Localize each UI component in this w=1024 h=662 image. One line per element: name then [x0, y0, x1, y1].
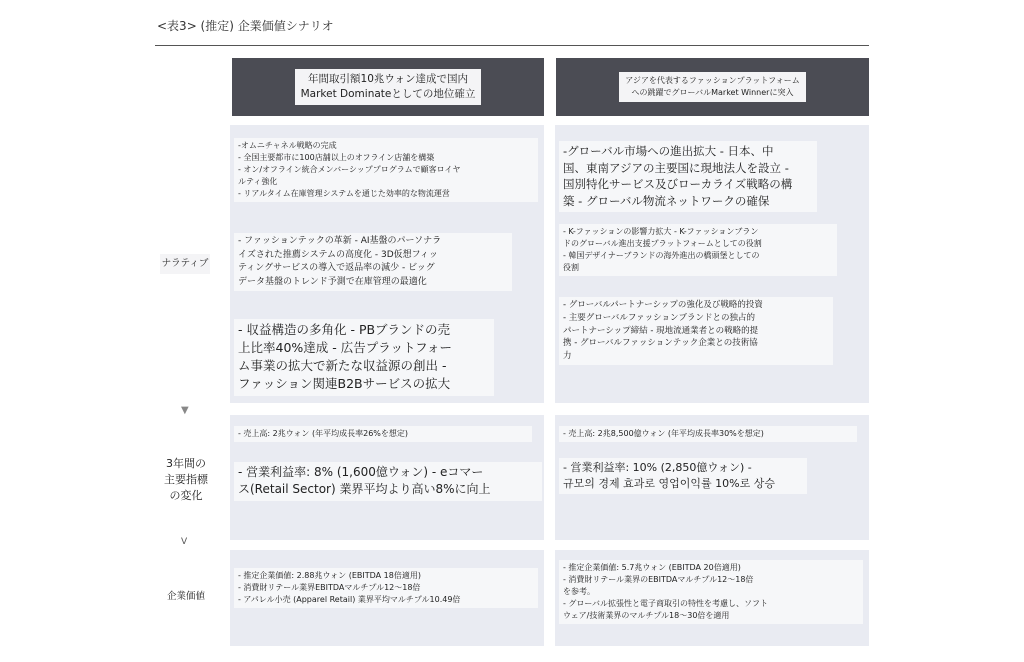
narrative-global-block-3: - グローバルパートナーシップの強化及び戦略的投資 - 主要グローバルファッションブランドとの独占的 パートナーシップ締結 - 現地流通業者との戦略的提 携 - グローバルファッションテック企業との技術協 力 — [559, 297, 833, 365]
title-divider — [155, 45, 869, 46]
narrative-panel-domestic — [230, 125, 544, 403]
down-chevron-icon: V — [181, 537, 188, 547]
column-header-domestic-label: 年間取引額10兆ウォン達成で国内 Market Dominateとしての地位確立 — [295, 69, 482, 105]
value-panel-domestic — [230, 550, 544, 646]
table-title: <表3> (推定) 企業価値シナリオ — [157, 19, 334, 33]
narrative-global-block-1: -グローバル市場への進出拡大 - 日本、中 国、東南アジアの主要国に現地法人を設立 - 国別特化サービス及びローカライズ戦略の構 築 - グローバル物流ネットワークの確保 — [559, 141, 817, 212]
column-header-domestic — [232, 58, 544, 116]
value-panel-global — [555, 550, 869, 646]
narrative-panel-global — [555, 125, 869, 403]
row-label-value: 企業価値 — [166, 591, 205, 602]
column-header-global — [556, 58, 869, 116]
kpi-panel-domestic — [230, 415, 544, 540]
value-domestic-text: - 推定企業価値: 2.88兆ウォン (EBITDA 18倍適用) - 消費財リテール業界EBITDAマルチプル12～18倍 - アパレル小売 (Apparel Retail) 業界平均マルチプル10.49倍 — [234, 568, 538, 608]
narrative-domestic-block-2: - ファッションテックの革新 - AI基盤のパーソナラ イズされた推薦システムの高度化 - 3D仮想フィッ ティングサービスの導入で返品率の減少 - ビッグ データ基盤のトレンド予測で在庫管理の最適化 — [234, 233, 512, 291]
narrative-global-block-2: - K-ファッションの影響力拡大 - K-ファッションブラン ドのグローバル進出支援プラットフォームとしての役割 - 韓国デザイナーブランドの海外進出の橋頭堡としての 役割 — [559, 224, 837, 276]
kpi-domestic-margin: - 営業利益率: 8% (1,600億ウォン) - eコマー ス(Retail Sector) 業界平均より高い8%に向上 — [234, 462, 542, 501]
down-triangle-icon: ▼ — [181, 405, 189, 416]
kpi-global-revenue: - 売上高: 2兆8,500億ウォン (年平均成長率30%を想定) — [559, 426, 857, 442]
row-label-narrative: ナラティブ — [160, 254, 210, 274]
kpi-global-margin: - 営業利益率: 10% (2,850億ウォン) - 규모의 경제 효과로 영업이익률 10%로 상승 — [559, 458, 807, 494]
narrative-domestic-block-3: - 収益構造の多角化 - PBブランドの売 上比率40%達成 - 広告プラットフォー ム事業の拡大で新たな収益源の創出 - ファッション関連B2Bサービスの拡大 — [234, 319, 494, 396]
kpi-panel-global — [555, 415, 869, 540]
kpi-domestic-revenue: - 売上高: 2兆ウォン (年平均成長率26%を想定) — [234, 426, 532, 442]
value-global-text: - 推定企業価値: 5.7兆ウォン (EBITDA 20倍適用) - 消費財リテール業界のEBITDAマルチプル12～18倍 を参考。 - グローバル拡張性と電子商取引の特性を考慮し、ソフト ウェア/技術業界のマルチプル18～30倍を適用 — [559, 560, 863, 624]
column-header-global-label: アジアを代表するファッションプラットフォーム への跳躍でグローバルMarket Winnerに突入 — [619, 72, 806, 101]
row-label-kpi: 3年間の 主要指標 の変化 — [164, 457, 208, 502]
narrative-domestic-block-1: -オムニチャネル戦略の完成 - 全国主要都市に100店舗以上のオフライン店舗を構築 - オン/オフライン統合メンバーシッププログラムで顧客ロイヤ ルティ強化 - リアルタイム在庫管理システムを通じた効率的な物流運営 — [234, 138, 538, 202]
